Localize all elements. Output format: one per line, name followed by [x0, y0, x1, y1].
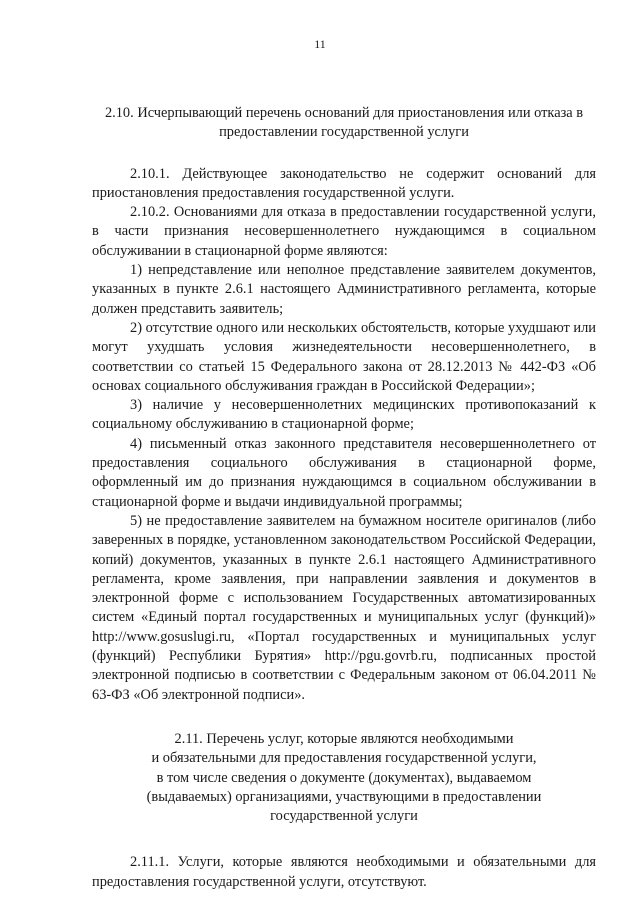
list-item-1: 1) непредставление или неполное представление заявителем документов, указанных в пункте 2.6.1 настоящего Административного регламента, которые должен представить заявитель;	[92, 262, 596, 317]
section-2-11-title-line: и обязательными для предоставления государственной услуги,	[151, 750, 537, 767]
paragraph-2-10-2: 2.10.2. Основаниями для отказа в предоставлении государственной услуги, в части признания несовершеннолетнего нуждающимся в социальном обслуживании в стационарной форме являются:	[92, 204, 596, 259]
list-item-3: 3) наличие у несовершеннолетних медицинских противопоказаний к социальному обслуживанию в стационарной форме;	[92, 397, 596, 433]
paragraph-2-11-1: 2.11.1. Услуги, которые являются необходимыми и обязательными для предоставления государственной услуги, отсутствуют.	[92, 854, 596, 890]
section-2-11-title-line: в том числе сведения о документе (документах), выдаваемом	[156, 769, 532, 786]
document-body	[92, 104, 596, 892]
paragraph-2-10-1: 2.10.1. Действующее законодательство не содержит оснований для приостановления предоставления государственной услуги.	[92, 165, 596, 201]
section-2-11-title-line: государственной услуги	[270, 808, 418, 825]
list-item-5: 5) не предоставление заявителем на бумажном носителе оригиналов (либо заверенных в порядке, установленном законодательством Российской Федерации, копий) документов, указанных в пункте 2.6.1 настоящего Административного регламента, кроме заявления, при направлении заявления и документов в электронной форме с использованием Государственных автоматизированных систем «Единый портал государственных и муниципальных услуг (функций)» http://www.gosuslugi.ru, «Портал государственных и муниципальных услуг (функций) Республики Бурятия» http://pgu.govrb.ru, подписанных простой электронной подписью в соответствии с Федеральным законом от 06.04.2011 № 63-ФЗ «Об электронной подписи».	[92, 512, 596, 703]
list-item-2: 2) отсутствие одного или нескольких обстоятельств, которые ухудшают или могут ухудшать условия жизнедеятельности несовершеннолетнего, в соответствии со статьей 15 Федерального закона от 28.12.2013 № 442-ФЗ «Об основах социального обслуживания граждан в Российской Федерации»;	[92, 319, 596, 394]
section-2-11-title-line: 2.11. Перечень услуг, которые являются необходимыми	[174, 730, 514, 747]
list-item-4: 4) письменный отказ законного представителя несовершеннолетнего от предоставления социального обслуживания в стационарной форме, оформленный им до признания нуждающимся в социальном обслуживании в стационарной форме и выдачи индивидуальной программы;	[92, 435, 596, 510]
section-2-11-title-line: (выдаваемых) организациями, участвующими в предоставлении	[146, 788, 542, 805]
section-2-11-title	[92, 730, 596, 826]
section-2-10-title: 2.10. Исчерпывающий перечень оснований для приостановления или отказа в предоставлении государственной услуги	[104, 105, 584, 141]
page-number: 11	[314, 37, 326, 51]
